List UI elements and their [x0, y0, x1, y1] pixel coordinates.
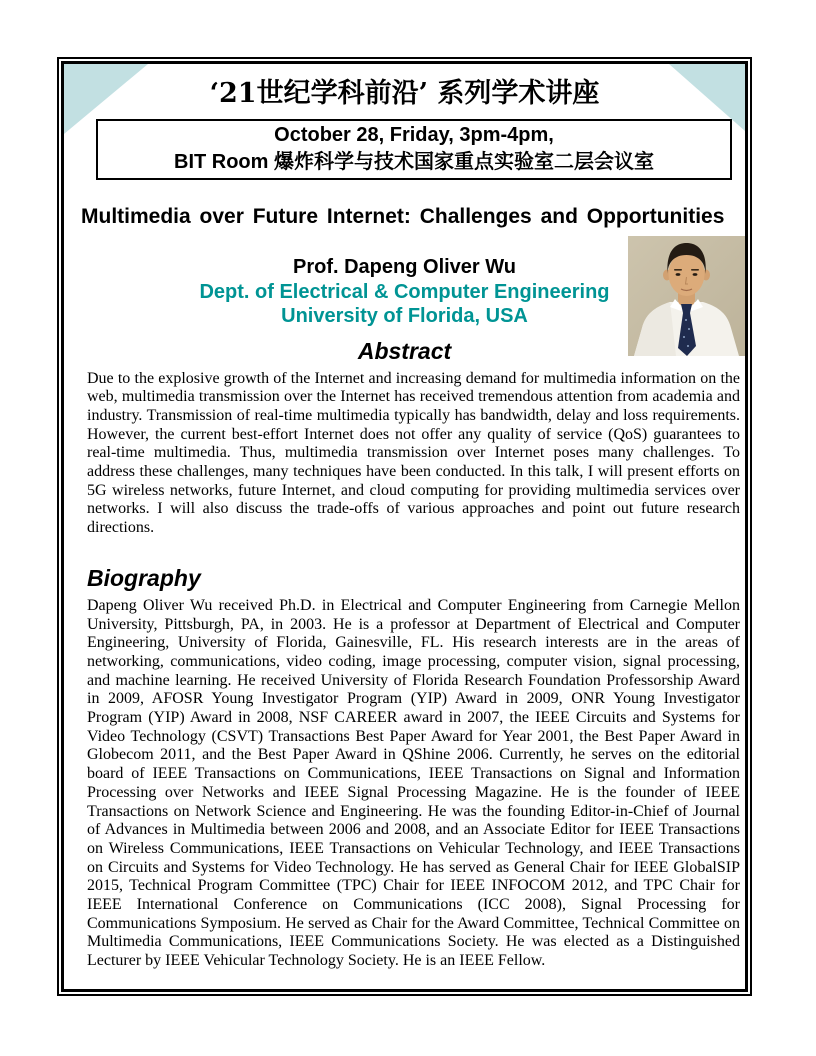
speaker-photo-graphic	[628, 236, 745, 356]
speaker-department: Dept. of Electrical & Computer Engineering	[199, 280, 610, 303]
biography-heading: Biography	[87, 564, 201, 591]
talk-title: Multimedia over Future Internet: Challenges and Opportunities	[81, 205, 725, 228]
abstract-heading: Abstract	[357, 337, 452, 364]
speaker-name: Prof. Dapeng Oliver Wu	[293, 256, 516, 278]
date-location-box	[96, 119, 732, 180]
speaker-photo	[628, 236, 745, 356]
abstract-body: Due to the explosive growth of the Internet and increasing demand for multimedia information on the web, multimedia transmission over the Internet has received tremendous attention from academia and industry. Transmission of real-time multimedia typically has bandwidth, delay and loss requirements. However, the current best-effort Internet does not offer any quality of service (QoS) guarantees to real-time multimedia. Thus, multimedia transmission over Internet poses many challenges. To address these challenges, many techniques have been conducted. In this talk, I will present efforts on 5G wireless networks, future Internet, and cloud computing for providing multimedia services over networks. I will also discuss the trade-offs of various approaches and point out future research directions.	[87, 369, 740, 537]
lecture-series-title: ‘21世纪学科前沿’ 系列学术讲座	[209, 78, 600, 109]
room-location-text: BIT Room 爆炸科学与技术国家重点实验室二层会议室	[174, 151, 654, 173]
page-border	[57, 57, 752, 996]
speaker-affiliation: University of Florida, USA	[281, 305, 528, 327]
biography-body: Dapeng Oliver Wu received Ph.D. in Electrical and Computer Engineering from Carnegie Mellon University, Pittsburgh, PA, in 2003. He is a professor at Department of Electrical and Computer Engineering, University of Florida, Gainesville, FL. His research interests are in the areas of networking, communications, video coding, image processing, computer vision, signal processing, and machine learning. He received University of Florida Research Foundation Professorship Award in 2009, AFOSR Young Investigator Program (YIP) Award in 2009, ONR Young Investigator Program (YIP) Award in 2008, NSF CAREER award in 2007, the IEEE Circuits and Systems for Video Technology (CSVT) Transactions Best Paper Award for Year 2001, the Best Paper Award in Globecom 2011, and the Best Paper Award in QShine 2006. Currently, he serves on the editorial board of IEEE Transactions on Communications, IEEE Transactions on Signal and Information Processing over Networks and IEEE Signal Processing Magazine. He is the founder of IEEE Transactions on Network Science and Engineering. He was the founding Editor-in-Chief of Journal of Advances in Multimedia between 2006 and 2008, and an Associate Editor for IEEE Transactions on Wireless Communications, IEEE Transactions on Vehicular Technology, and IEEE Transactions on Circuits and Systems for Video Technology. He has served as General Chair for IEEE GlobalSIP 2015, Technical Program Committee (TPC) Chair for IEEE INFOCOM 2012, and TPC Chair for IEEE International Conference on Communications (ICC 2008), Signal Processing for Communications Symposium. He served as Chair for the Award Committee, Technical Committee on Multimedia Communications, IEEE Communications Society. He was elected as a Distinguished Lecturer by IEEE Vehicular Technology Society. He is an IEEE Fellow.	[87, 596, 740, 970]
date-time-text: October 28, Friday, 3pm-4pm,	[274, 124, 554, 146]
page-border-inner	[61, 61, 748, 992]
